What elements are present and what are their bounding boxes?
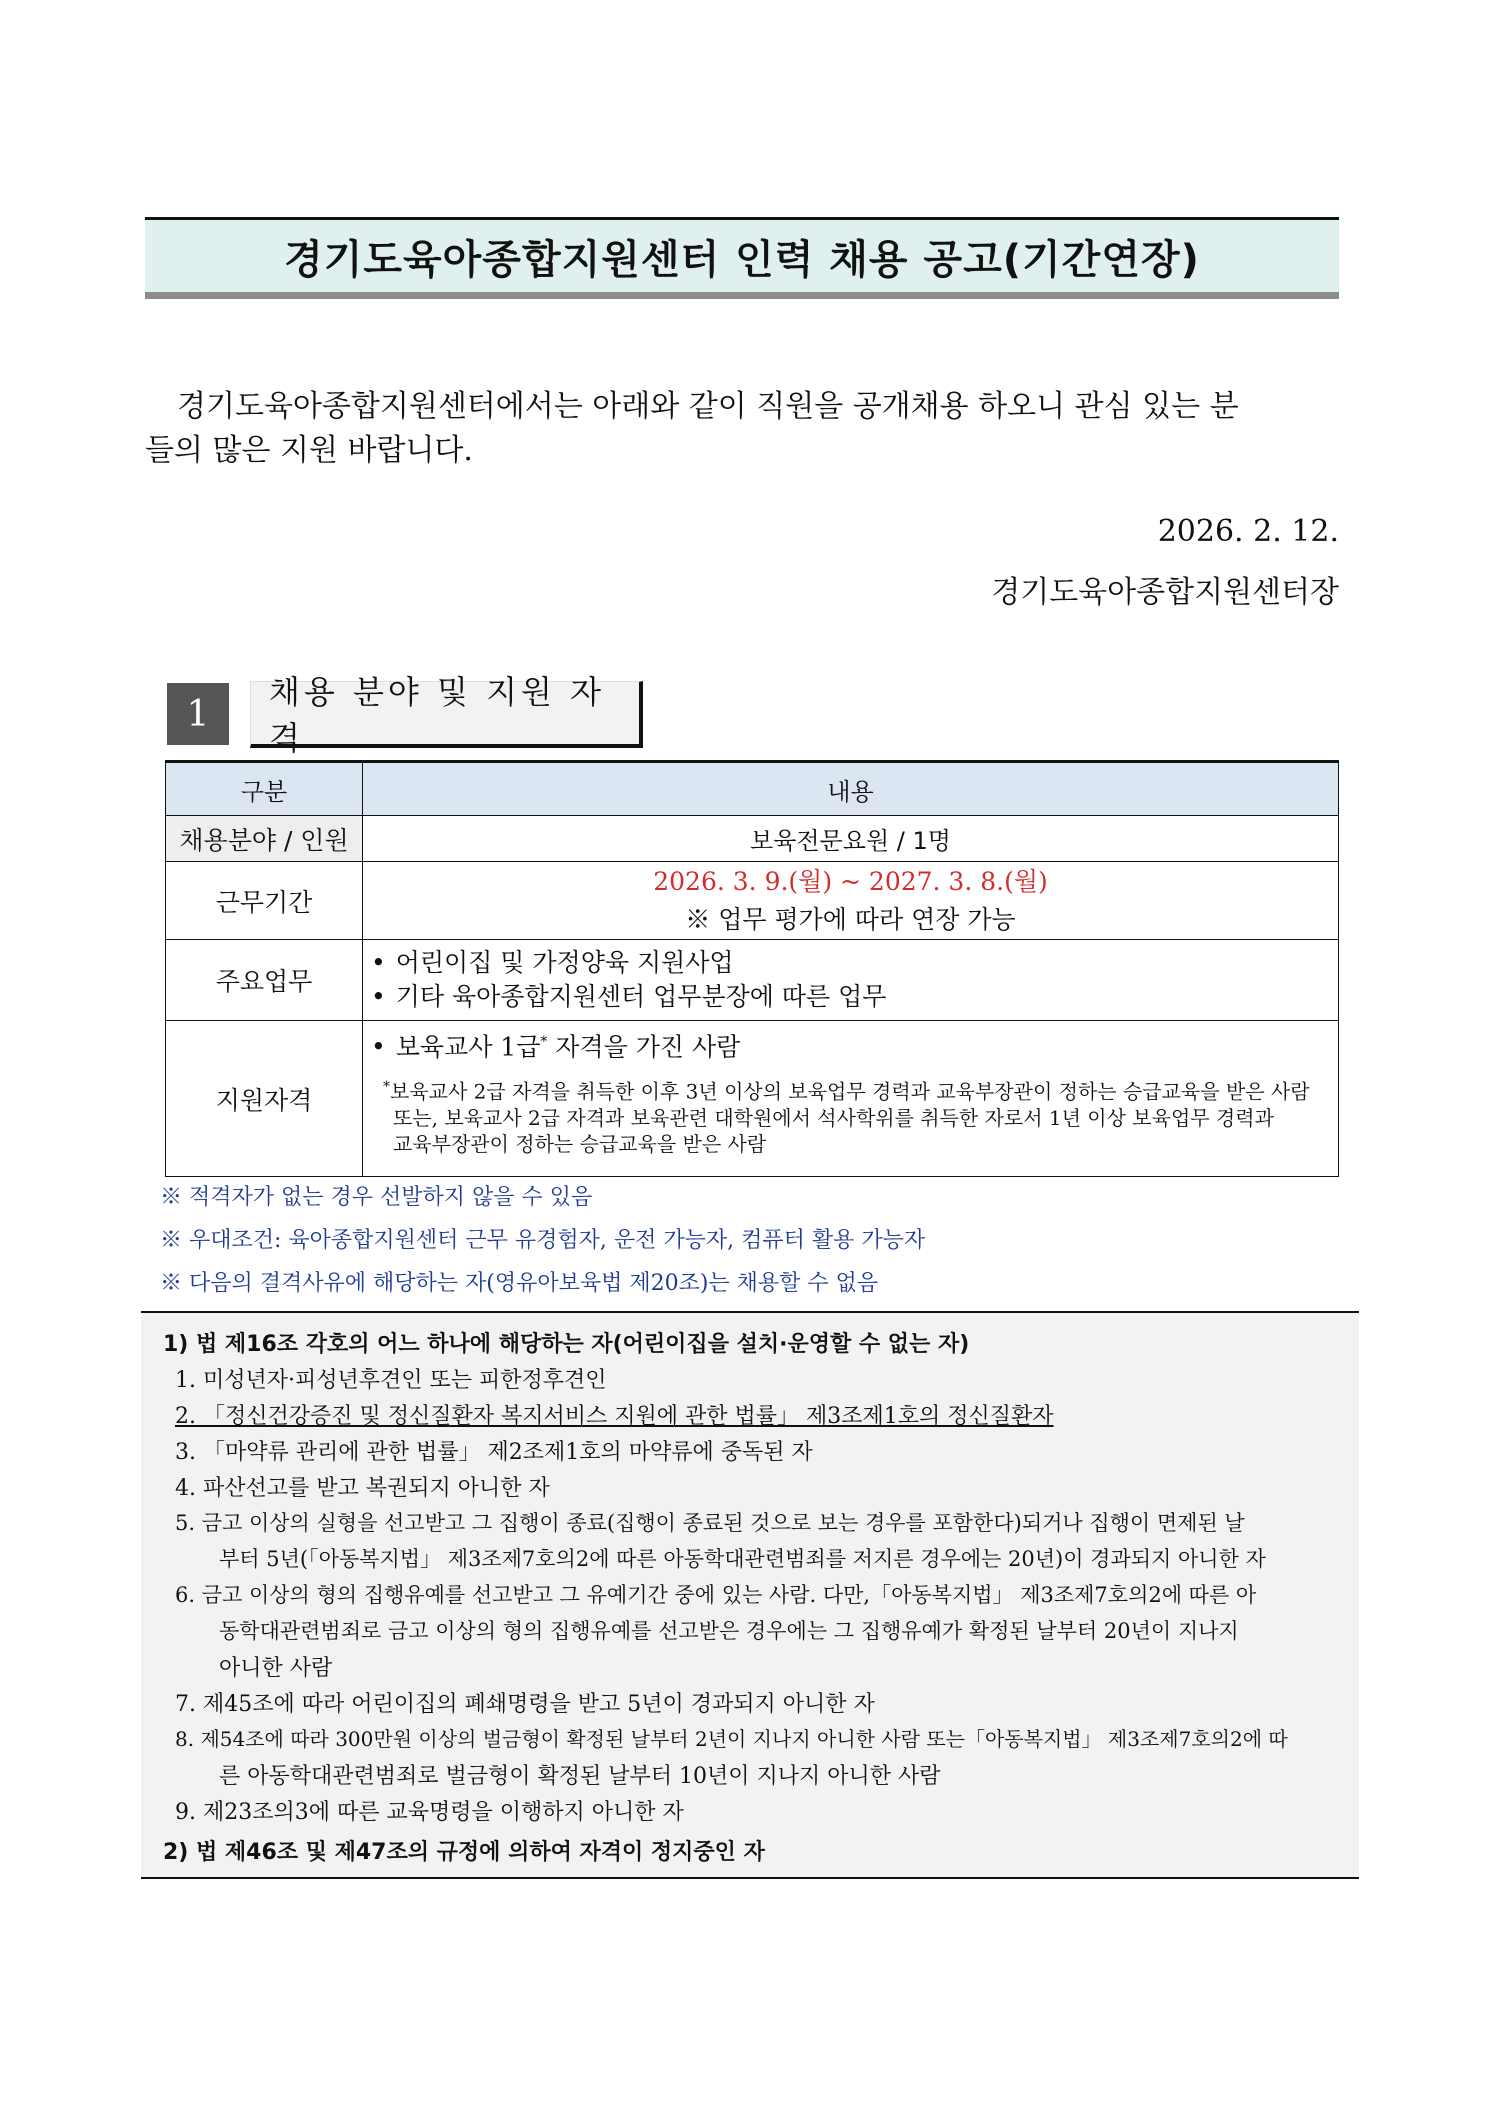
duty-item: • 어린이집 및 가정양육 지원사업	[371, 946, 1338, 980]
list-item: 7. 제45조에 따라 어린이집의 폐쇄명령을 받고 5년이 경과되지 아니한 자	[175, 1692, 875, 1717]
intro-line-2: 들의 많은 지원 바랍니다.	[145, 433, 473, 468]
list-item: 부터 5년(「아동복지법」 제3조제7호의2에 따른 아동학대관련범죄를 저지른 경우에는 20년)이 경과되지 아니한 자	[219, 1547, 1266, 1571]
duties-cell	[363, 940, 1339, 1021]
disqualification-heading-2: 2) 법 제46조 및 제47조의 규정에 의하여 자격이 정지중인 자	[163, 1840, 765, 1865]
header-content: 내용	[363, 762, 1339, 816]
duty-item: • 기타 육아종합지원센터 업무분장에 따른 업무	[371, 980, 1338, 1014]
table-row	[166, 1021, 1339, 1177]
table-row	[166, 940, 1339, 1021]
duties-label: 주요업무	[166, 940, 363, 1021]
list-item: 른 아동학대관련범죄로 벌금형이 확정된 날부터 10년이 지나지 아니한 사람	[219, 1764, 941, 1789]
qualification-label: 지원자격	[166, 1021, 363, 1177]
section-number: 1	[167, 683, 229, 745]
field-value: 보육전문요원 / 1명	[363, 816, 1339, 862]
list-item: 3. 「마약류 관리에 관한 법률」 제2조제1호의 마약류에 중독된 자	[175, 1440, 813, 1465]
section-title: 채용 분야 및 지원 자격	[250, 681, 643, 748]
remark-line: ※ 적격자가 없는 경우 선발하지 않을 수 있음	[160, 1185, 593, 1210]
period-note: ※ 업무 평가에 따라 연장 가능	[685, 904, 1016, 934]
issuer-name: 경기도육아종합지원센터장	[991, 575, 1339, 610]
list-item: 5. 금고 이상의 실형을 선고받고 그 집행이 종료(집행이 종료된 것으로 보는 경우를 포함한다)되거나 집행이 면제된 날	[175, 1511, 1245, 1535]
title-text: 경기도육아종합지원센터 인력 채용 공고(기간연장)	[284, 236, 1200, 283]
qualification-note: *보육교사 2급 자격을 취득한 이후 3년 이상의 보육업무 경력과 교육부장관이 정하는 승급교육을 받은 사람 또는, 보육교사 2급 자격과 보육관련 대학원에서 석사학위를 취득한 자로서 1년 이상 보육업무 경력과 교육부장관이 정하는 승급교육을 받은 사람	[383, 1079, 1310, 1156]
header-category: 구분	[166, 762, 363, 816]
list-item: 아니한 사람	[219, 1656, 333, 1681]
list-item: 9. 제23조의3에 따른 교육명령을 이행하지 아니한 자	[175, 1800, 684, 1825]
table-row	[166, 816, 1339, 862]
table-header-row	[166, 762, 1339, 816]
qualification-item: • 보육교사 1급* 자격을 가진 사람	[371, 1025, 1338, 1064]
period-value: 2026. 3. 9.(월) ~ 2027. 3. 8.(월)	[653, 866, 1048, 896]
recruitment-table	[165, 760, 1339, 1177]
qualification-cell	[363, 1021, 1339, 1177]
intro-line-1: 경기도육아종합지원센터에서는 아래와 같이 직원을 공개채용 하오니 관심 있는 분	[177, 389, 1239, 424]
list-item: 6. 금고 이상의 형의 집행유예를 선고받고 그 유예기간 중에 있는 사람. 다만,「아동복지법」 제3조제7호의2에 따른 아	[175, 1583, 1257, 1607]
disqualification-box	[141, 1311, 1359, 1879]
list-item: 8. 제54조에 따라 300만원 이상의 벌금형이 확정된 날부터 2년이 지나지 아니한 사람 또는「아동복지법」 제3조제7호의2에 따	[175, 1727, 1288, 1751]
table-row	[166, 862, 1339, 940]
list-item: 2. 「정신건강증진 및 정신질환자 복지서비스 지원에 관한 법률」 제3조제1호의 정신질환자	[175, 1404, 1054, 1429]
field-label: 채용분야 / 인원	[166, 816, 363, 862]
announcement-date: 2026. 2. 12.	[1157, 514, 1339, 549]
remark-line: ※ 우대조건: 육아종합지원센터 근무 유경험자, 운전 가능자, 컴퓨터 활용 가능자	[160, 1228, 926, 1253]
period-label: 근무기간	[166, 862, 363, 940]
remark-line: ※ 다음의 결격사유에 해당하는 자(영유아보육법 제20조)는 채용할 수 없음	[160, 1271, 879, 1296]
intro-paragraph	[145, 385, 1345, 473]
period-cell	[363, 862, 1339, 940]
list-item: 1. 미성년자·피성년후견인 또는 피한정후견인	[175, 1368, 607, 1393]
list-item: 동학대관련범죄로 금고 이상의 형의 집행유예를 선고받은 경우에는 그 집행유예가 확정된 날부터 20년이 지나지	[219, 1619, 1239, 1643]
announcement-title	[145, 217, 1339, 299]
disqualification-heading-1: 1) 법 제16조 각호의 어느 하나에 해당하는 자(어린이집을 설치·운영할 수 없는 자)	[163, 1332, 970, 1357]
list-item: 4. 파산선고를 받고 복권되지 아니한 자	[175, 1476, 550, 1501]
